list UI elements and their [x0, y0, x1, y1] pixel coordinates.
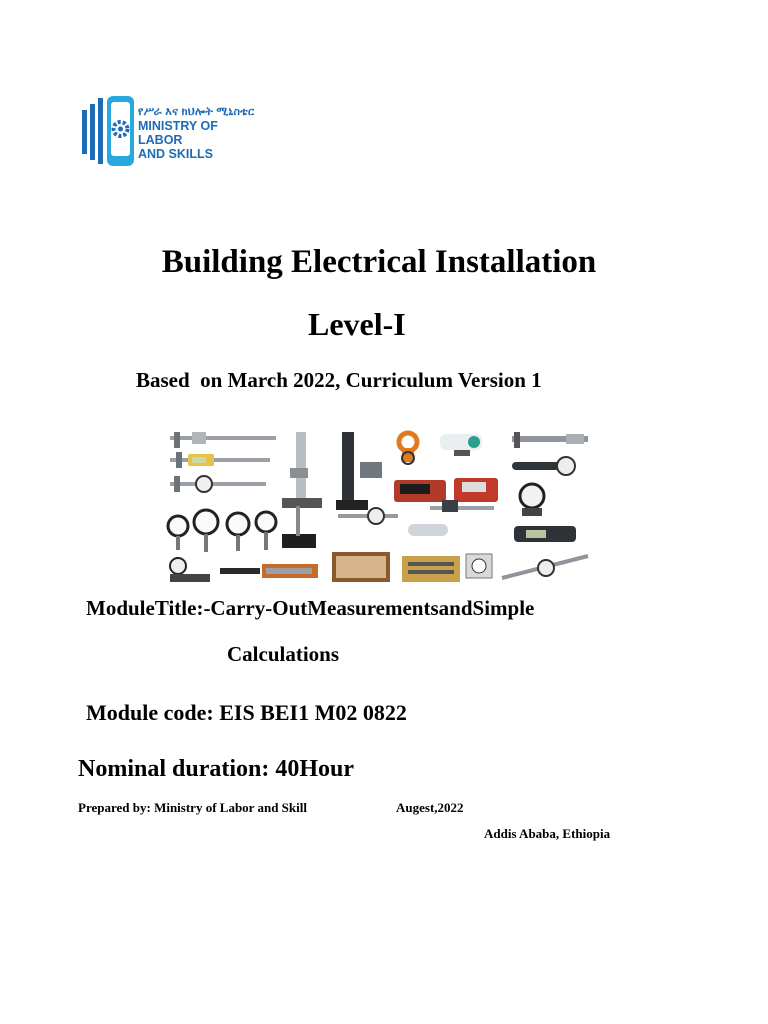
- module-code: Module code: EIS BEI1 M02 0822: [86, 700, 407, 725]
- thickness-gauge-icon: [520, 484, 544, 516]
- angle-finder-icon: [454, 478, 498, 502]
- logo-amharic-text: የሥራ እና ክህሎት ሚኒስቴር: [138, 106, 255, 118]
- protractor-icon: [466, 554, 492, 578]
- nominal-duration: Nominal duration: 40Hour: [78, 756, 355, 782]
- depth-gauge-icon: [514, 526, 576, 542]
- publication-date: Augest,2022: [396, 800, 464, 815]
- curriculum-version: Based on March 2022, Curriculum Version 1: [136, 368, 542, 392]
- module-title-line1: ModuleTitle:-Carry-OutMeasurementsandSimple: [86, 596, 535, 620]
- gauge-block-set-icon: [332, 552, 390, 582]
- measuring-tools-image: [162, 428, 596, 588]
- ministry-logo: [80, 92, 260, 172]
- document-title: Building Electrical Installation: [161, 244, 597, 280]
- ministry-emblem-icon: [80, 92, 136, 172]
- logo-text-line2: AND SKILLS: [138, 147, 213, 161]
- prepared-by: Prepared by: Ministry of Labor and Skill: [78, 800, 307, 815]
- logo-text-line1: MINISTRY OF LABOR: [138, 119, 218, 147]
- digital-meter-icon: [394, 480, 446, 502]
- module-title-line2: Calculations: [227, 642, 340, 666]
- feeler-gauge-set-icon: [402, 556, 460, 582]
- level-heading: Level-I: [308, 306, 406, 342]
- publication-place: Addis Ababa, Ethiopia: [484, 826, 611, 841]
